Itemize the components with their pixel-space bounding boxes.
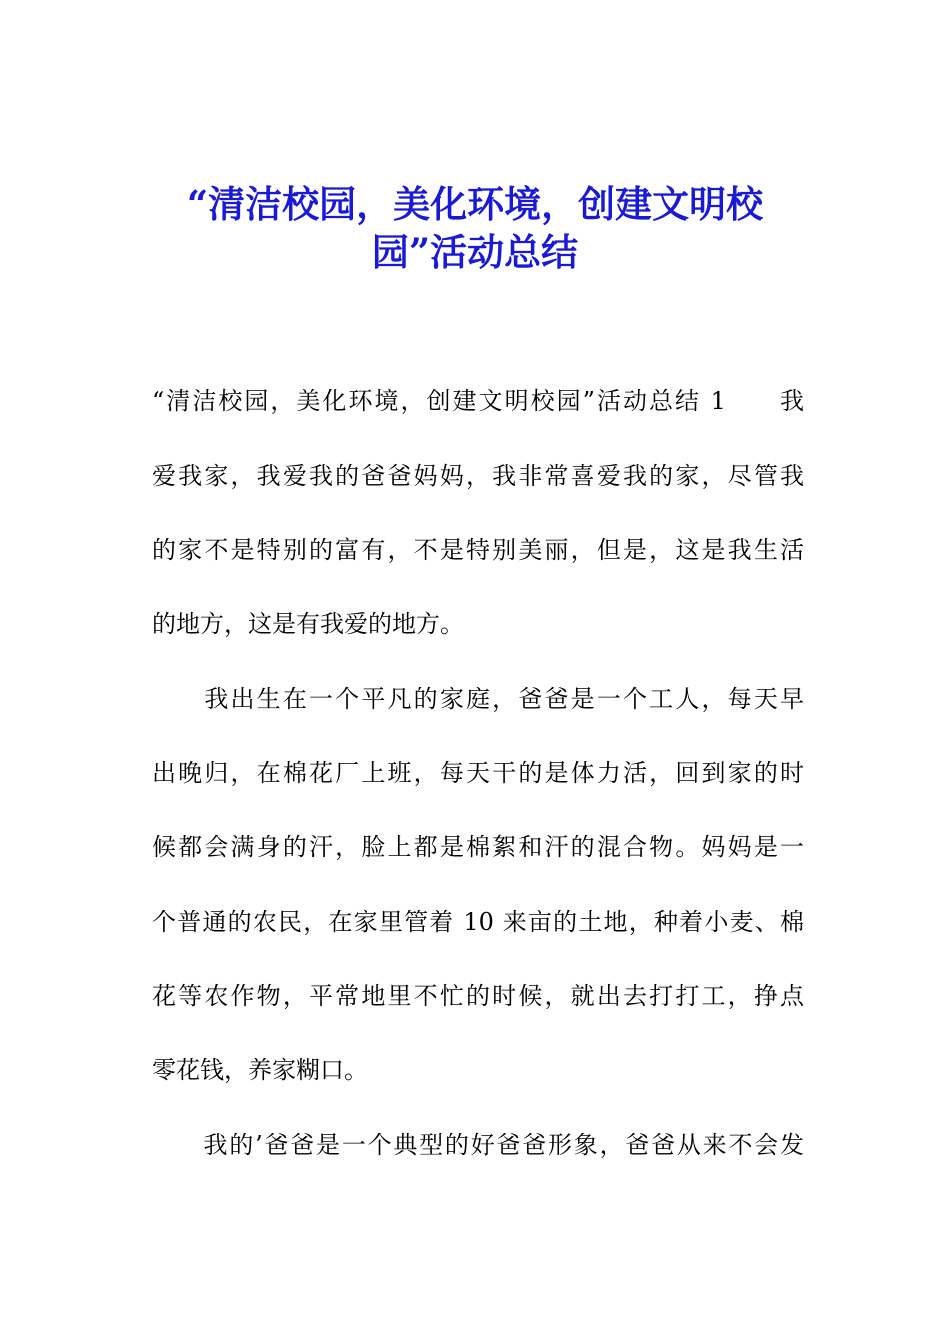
body-line-1: “清洁校园，美化环境，创建文明校园”活动总结 1 我 xyxy=(152,387,804,415)
body-line-2: 爱我家，我爱我的爸爸妈妈，我非常喜爱我的家，尽管我 xyxy=(152,462,804,490)
body-line-10: 零花钱，养家糊口。 xyxy=(152,1056,368,1084)
body-line-11: 我的’爸爸是一个典型的好爸爸形象，爸爸从来不会发 xyxy=(152,1131,804,1159)
body-line-9: 花等农作物，平常地里不忙的时候，就出去打打工，挣点 xyxy=(152,982,804,1010)
body-line-4: 的地方，这是有我爱的地方。 xyxy=(152,610,464,638)
body-line-7: 候都会满身的汗，脸上都是棉絮和汗的混合物。妈妈是一 xyxy=(152,833,804,861)
body-line-5: 我出生在一个平凡的家庭，爸爸是一个工人，每天早 xyxy=(152,685,804,713)
document-title-line-2: 园”活动总结 xyxy=(371,230,579,274)
document-title-line-1: “清洁校园，美化环境，创建文明校 xyxy=(186,182,764,226)
body-line-6: 出晚归，在棉花厂上班，每天干的是体力活，回到家的时 xyxy=(152,759,804,787)
body-line-8: 个普通的农民，在家里管着 10 来亩的土地，种着小麦、棉 xyxy=(152,908,804,936)
body-line-3: 的家不是特别的富有，不是特别美丽，但是，这是我生活 xyxy=(152,536,804,564)
